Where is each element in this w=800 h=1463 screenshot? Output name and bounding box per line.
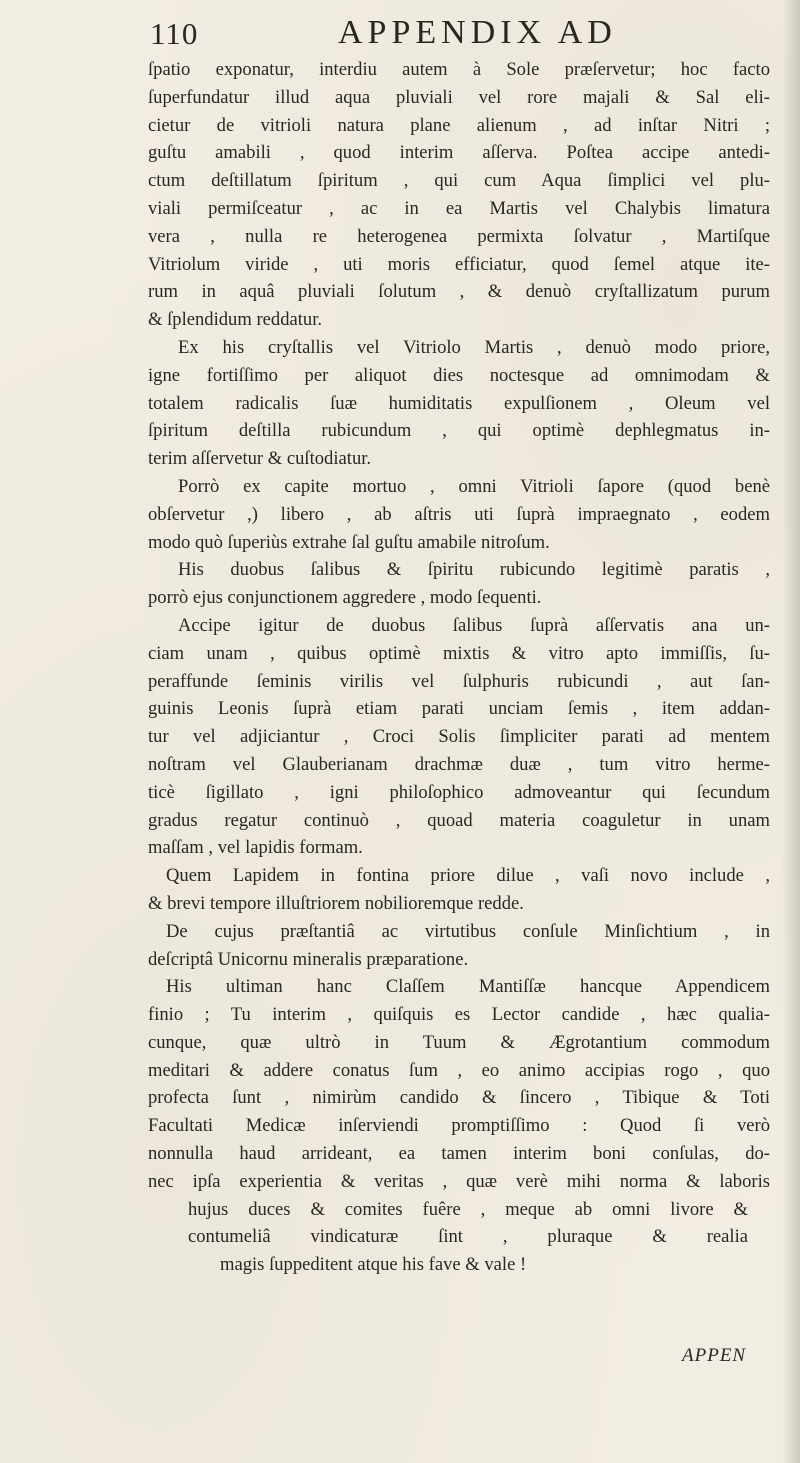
text-line: Porrò ex capite mortuo , omni Vitrioli ſapore (quod benè — [178, 475, 770, 497]
text-line: Facultati Medicæ inſerviendi promptiſſimo : Quod ſi verò — [148, 1115, 770, 1137]
text-line: & brevi tempore illuſtriorem nobilioremque redde. — [148, 892, 524, 914]
body-text — [148, 56, 770, 1279]
text-line: terim aſſervetur & cuſtodiatur. — [148, 448, 372, 470]
text-line: igne fortiſſimo per aliquot dies noctesque ad omnimodam & — [148, 364, 770, 386]
text-line: modo quò ſuperiùs extrahe ſal guſtu amabile nitroſum. — [148, 531, 550, 553]
text-line: vera , nulla re heterogenea permixta ſolvatur , Martiſque — [148, 225, 770, 247]
page-edge-shadow — [782, 0, 800, 1463]
text-line: hujus duces & comites fuêre , meque ab omni livore & — [188, 1198, 748, 1220]
text-line: & ſplendidum reddatur. — [148, 309, 323, 331]
page-header — [150, 14, 770, 58]
catchword: APPEN — [682, 1345, 747, 1366]
text-line: maſſam , vel lapidis formam. — [148, 837, 363, 859]
page-number: 110 — [150, 16, 199, 51]
text-line: porrò ejus conjunctionem aggredere , modo ſequenti. — [148, 587, 542, 609]
text-line: guſtu amabili , quod interim aſſerva. Poſtea accipe antedi- — [148, 142, 770, 164]
text-line: contumeliâ vindicaturæ ſint , pluraque & realia — [188, 1226, 748, 1248]
text-line: Vitriolum viride , uti moris efficiatur, quod ſemel atque ite- — [148, 253, 770, 275]
text-line: profecta ſunt , nimirùm candido & ſincero , Tibique & Toti — [148, 1087, 770, 1109]
text-line: Accipe igitur de duobus ſalibus ſuprà aſſervatis ana un- — [178, 614, 770, 636]
text-line: nec ipſa experientia & veritas , quæ verè mihi norma & laboris — [148, 1170, 770, 1192]
text-line: meditari & addere conatus ſum , eo animo accipias rogo , quo — [148, 1059, 770, 1081]
running-head: APPENDIX AD — [338, 14, 617, 51]
text-line: rum in aquâ pluviali ſolutum , & denuò cryſtallizatum purum — [148, 281, 770, 303]
text-line: Quem Lapidem in fontina priore dilue , vaſi novo include , — [166, 865, 770, 887]
text-line: ſuperfundatur illud aqua pluviali vel rore majali & Sal eli- — [148, 86, 770, 108]
text-line: guinis Leonis ſuprà etiam parati unciam ſemis , item addan- — [148, 698, 770, 720]
text-line: noſtram vel Glauberianam drachmæ duæ , tum vitro herme- — [148, 753, 770, 775]
text-line: ſpatio exponatur, interdiu autem à Sole præſervetur; hoc facto — [148, 59, 770, 80]
text-line: ctum deſtillatum ſpiritum , qui cum Aqua ſimplici vel plu- — [148, 170, 770, 192]
text-line: obſervetur ,) libero , ab aſtris uti ſuprà impraegnato , eodem — [148, 503, 770, 525]
text-line: finio ; Tu interim , quiſquis es Lector candide , hæc qualia- — [148, 1004, 770, 1026]
text-line: Ex his cryſtallis vel Vitriolo Martis , denuò modo priore, — [178, 336, 770, 358]
text-line: peraffunde ſeminis virilis vel ſulphuris rubicundi , aut ſan- — [148, 670, 770, 692]
text-line: gradus regatur continuò , quoad materia coaguletur in unam — [148, 809, 770, 831]
text-line: magis ſuppeditent atque his fave & vale ! — [220, 1254, 527, 1276]
text-line: totalem radicalis ſuæ humiditatis expulſionem , Oleum vel — [148, 392, 770, 414]
text-line: cietur de vitrioli natura plane alienum , ad inſtar Nitri ; — [148, 114, 770, 136]
text-line: deſcriptâ Unicornu mineralis præparatione. — [148, 948, 469, 970]
text-line: nonnulla haud arrideant, ea tamen interim boni conſulas, do- — [148, 1143, 770, 1165]
text-line: His ultiman hanc Claſſem Mantiſſæ hancque Appendicem — [166, 976, 770, 998]
text-line: ſpiritum deſtilla rubicundum , qui optimè dephlegmatus in- — [148, 420, 770, 442]
text-line: cunque, quæ ultrò in Tuum & Ægrotantium commodum — [148, 1031, 770, 1053]
text-line: viali permiſceatur , ac in ea Martis vel Chalybis limatura — [148, 197, 770, 219]
text-line: ticè ſigillato , igni philoſophico admoveantur qui ſecundum — [148, 781, 770, 803]
text-line: tur vel adjiciantur , Croci Solis ſimpliciter parati ad mentem — [148, 726, 770, 748]
text-line: De cujus præſtantiâ ac virtutibus conſule Minſichtium , in — [166, 920, 770, 942]
text-line: His duobus ſalibus & ſpiritu rubicundo legitimè paratis , — [178, 559, 770, 581]
text-line: ciam unam , quibus optimè mixtis & vitro apto immiſſis, ſu- — [148, 642, 770, 664]
